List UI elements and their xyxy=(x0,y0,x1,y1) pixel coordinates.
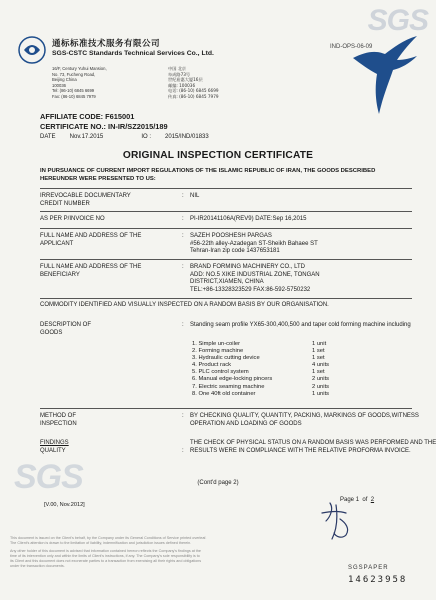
sgs-watermark-bottom: SGS xyxy=(14,458,83,496)
affiliate-code: AFFILIATE CODE: F615001 xyxy=(40,112,135,121)
credit-number-row xyxy=(40,193,412,209)
beneficiary-value: BRAND FORMING MACHINERY CO., LTD ADD: NO.5 XIKE INDUSTRIAL ZONE, TONGAN DISTRICT,XIAMEN, CHINA TEL:+86-13328323529 FAX:86-592-5750232 xyxy=(190,264,320,293)
divider xyxy=(40,298,412,299)
beneficiary-row xyxy=(40,264,412,296)
method-value: BY CHECKING QUALITY, QUANTITY, PACKING, MARKINGS OF GOODS,WITNESS OPERATION AND LOADING OF GOODS xyxy=(190,413,419,427)
colon: : xyxy=(182,322,184,328)
page-indicator: Page 1 of 2 xyxy=(340,497,375,503)
company-name-en: SGS-CSTC Standards Technical Services Co., Ltd. xyxy=(52,50,214,57)
divider xyxy=(40,188,412,189)
serial-label: SGSPAPER xyxy=(348,565,389,571)
description-row xyxy=(40,322,412,340)
list-item: 6. Manual edge-locking pincers 2 units xyxy=(192,376,330,383)
method-row xyxy=(40,413,419,429)
pursuance-statement: IN PURSUANCE OF CURRENT IMPORT REGULATIONS OF THE ISLAMIC REPUBLIC OF IRAN, THE GOODS DESCRIBED HEREUNDER WERE PRESENTED TO US: xyxy=(40,168,376,182)
document-reference: IND-OPS-06-09 xyxy=(330,44,373,50)
beneficiary-label: FULL NAME AND ADDRESS OF THE BENEFICIARY xyxy=(40,264,142,278)
date-value: Nov.17.2015 xyxy=(69,134,104,140)
io-label: IO : xyxy=(141,134,152,140)
colon: : xyxy=(182,264,184,270)
goods-list xyxy=(192,341,412,398)
signature-mark xyxy=(300,495,380,545)
applicant-label: FULL NAME AND ADDRESS OF THE APPLICANT xyxy=(40,233,142,247)
continued-note: (Cont'd page 2) xyxy=(197,480,239,486)
list-item: 8. One 40ft old container 1 units xyxy=(192,390,330,397)
divider xyxy=(40,408,412,409)
description-label: DESCRIPTION OF GOODS xyxy=(40,322,92,336)
sgs-logo-icon xyxy=(18,36,46,64)
proforma-value: PI-IR20141106A(REV9) DATE:Sep 16,2015 xyxy=(190,216,307,222)
list-item: 2. Forming machine 1 set xyxy=(192,348,325,355)
findings-label: FINDINGS xyxy=(40,440,69,446)
list-item: 3. Hydraulic cutting device 1 set xyxy=(192,355,325,362)
colon: : xyxy=(182,216,184,222)
credit-number-label: IRREVOCABLE DOCUMENTARY CREDIT NUMBER xyxy=(40,193,131,207)
applicant-value: SAZEH POOSHESH PARGAS #56-22th alley-Azadegan ST-Sheikh Bahaee ST Tehran-Iran zip code 1437653181 xyxy=(190,233,318,255)
colon: : xyxy=(182,233,184,239)
method-label: METHOD OF INSPECTION xyxy=(40,413,77,427)
page-title: ORIGINAL INSPECTION CERTIFICATE xyxy=(122,150,314,161)
colon: : xyxy=(182,413,184,419)
version-reference: [V.00, Nov.2012] xyxy=(44,502,85,508)
list-item: 4. Product rack 4 units xyxy=(192,362,330,369)
list-item: 5. PLC control system 1 set xyxy=(192,369,325,376)
date-row xyxy=(40,134,209,140)
io-value: 2015/IND/01833 xyxy=(165,134,209,140)
serial-number: 14623958 xyxy=(348,575,408,585)
credit-number-value: NIL xyxy=(190,193,200,199)
divider xyxy=(40,211,412,212)
proforma-label: AS PER P/INVOICE NO xyxy=(40,216,105,222)
certificate-ids xyxy=(40,112,168,131)
company-address-en: 16/F, Century Yuhui Mansion, No. 73, Fucheng Road, Beijing China 100036 Tel: (86-10) 6845 6699 Fax: (86-10) 6845 7979 xyxy=(52,66,107,99)
date-label: DATE xyxy=(40,134,56,140)
divider xyxy=(40,228,412,229)
list-item: 1. Simple un-coiler 1 unit xyxy=(192,341,327,347)
findings-value: THE CHECK OF PHYSICAL STATUS ON A RANDOM BASIS WAS PERFORMED AND THE RESULTS WERE IN COMPLIANCE WITH THE RELATIVE PROFORMA INVOICE. xyxy=(190,440,436,454)
applicant-row xyxy=(40,233,412,257)
divider xyxy=(40,259,412,260)
fine-print: This document is issued on the Client's behalf, by the Company under its General Conditions of Service printed overleaf. The Client's attention is drawn to the limitation of liability, indemnification and jurisdiction issues defined therein. Any other holder of this document is advised that information contained hereon reflects the Company's findings at the time of its intervention only and within the limits of Client's instructions, if any. The Company's sole responsibility is to its Client and this document does not exonerate parties to a transaction from exercising all their rights and obligations under the transaction documents. xyxy=(10,536,207,568)
description-value: Standing seam profile YX65-300,400,500 and taper cold forming machine including xyxy=(190,322,411,328)
bird-emblem-icon xyxy=(345,30,425,120)
list-item: 7. Electric seaming machine 2 units xyxy=(192,383,330,390)
findings-row xyxy=(40,440,436,464)
certificate-number: CERTIFICATE NO.: IN-IR/SZ2015/189 xyxy=(40,121,168,131)
quality-label: QUALITY xyxy=(40,447,66,454)
company-address-cn: 中国 北京 阜成路73号 世纪裕惠大厦16层 邮编: 100036 电话: (86-10) 6845 6699 传真: (86-10) 6845 7979 xyxy=(168,66,219,99)
colon: : xyxy=(182,447,184,454)
proforma-row xyxy=(40,216,412,224)
colon: : xyxy=(182,193,184,199)
sgs-watermark-top: SGS xyxy=(367,4,428,37)
commodity-heading: COMMODITY IDENTIFIED AND VISUALLY INSPECTED ON A RANDOM BASIS BY OUR ORGANISATION. xyxy=(40,302,329,308)
findings-labels xyxy=(40,440,180,455)
company-name-cn: 通标标准技术服务有限公司 xyxy=(52,39,161,49)
